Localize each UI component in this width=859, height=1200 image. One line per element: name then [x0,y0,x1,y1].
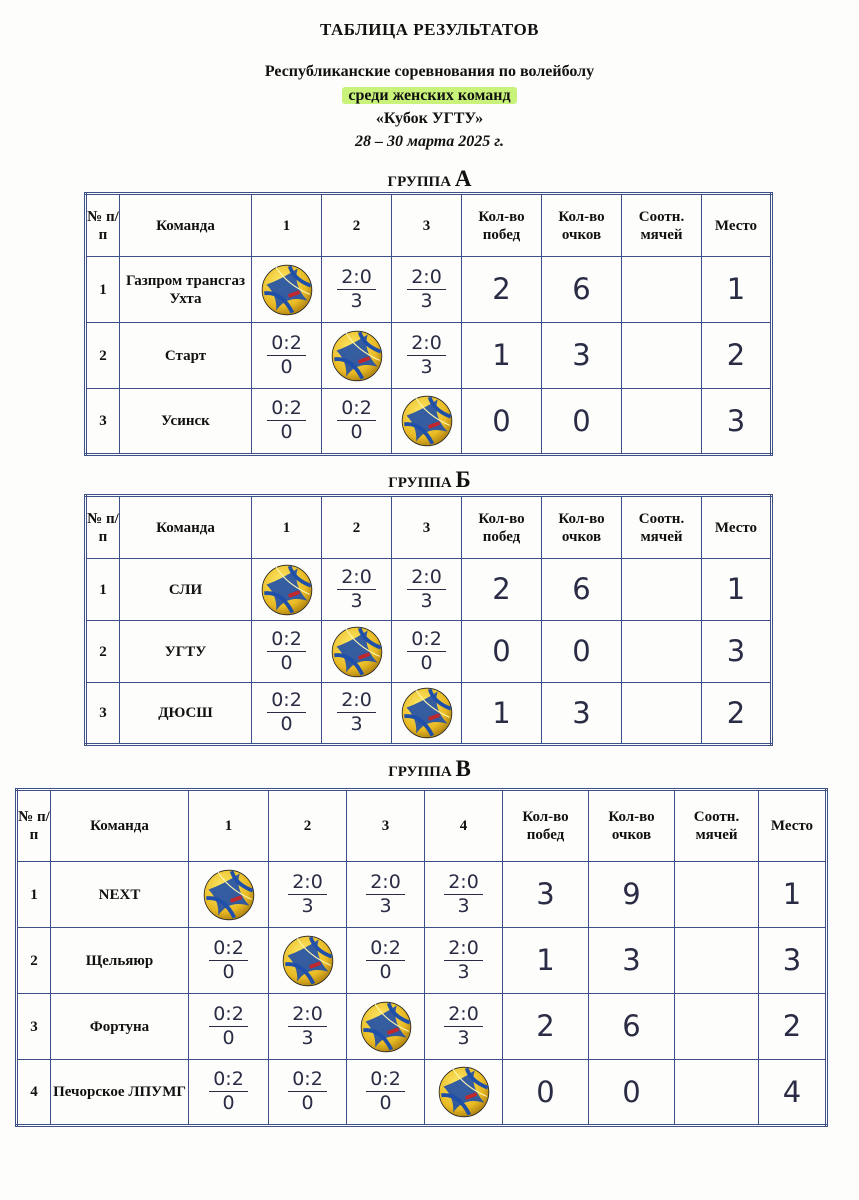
set-score: 0:2 [366,939,405,961]
place-value-text: 3 [782,943,802,978]
group-prefix: ГРУППА [388,764,456,780]
group-letter: Б [455,467,471,492]
score-fraction [267,331,306,378]
match-points: 0 [280,355,293,378]
match-result [322,559,392,621]
match-points: 0 [280,651,293,674]
team-name: СЛИ [120,559,252,621]
match-points: 3 [350,289,363,312]
score-fraction [267,627,306,674]
ratio-value [622,323,702,389]
score-fraction [407,265,446,312]
competition-category [0,87,859,105]
header-wins: Кол-во побед [462,194,542,257]
team-name: Усинск [120,389,252,455]
set-score: 2:0 [288,873,327,895]
wins-value [503,862,589,928]
header-num: № п/п [86,194,120,257]
header-place: Место [702,194,772,257]
points-value-text: 3 [572,338,591,373]
score-fraction [288,1002,327,1049]
ratio-value [622,683,702,745]
match-result [322,389,392,455]
points-value-text: 0 [572,634,591,669]
match-points: 3 [301,1026,314,1049]
place-value [702,257,772,323]
ratio-value [622,257,702,323]
ratio-value [675,1060,759,1126]
wins-value [462,257,542,323]
team-name: Фортуна [51,994,189,1060]
place-value-text: 1 [782,877,802,912]
header-ratio: Соотн. мячей [622,496,702,559]
set-score: 0:2 [366,1070,405,1092]
set-score: 2:0 [366,873,405,895]
team-name: Печорское ЛПУМГ [51,1060,189,1126]
match-points: 0 [379,960,392,983]
header-opponent: 2 [322,496,392,559]
score-fraction [337,691,376,734]
header-opponent: 1 [252,496,322,559]
group-title [0,756,859,782]
match-points: 3 [420,289,433,312]
score-fraction [444,936,483,983]
wins-value [462,323,542,389]
match-points: 3 [420,589,433,612]
set-score: 2:0 [407,268,446,290]
match-result [392,257,462,323]
header-wins: Кол-во побед [503,790,589,862]
header-num: № п/п [17,790,51,862]
place-value [702,559,772,621]
score-fraction [407,627,446,674]
match-result [347,862,425,928]
wins-value-text: 0 [492,634,511,669]
place-value [702,323,772,389]
match-points: 3 [379,894,392,917]
place-value [702,683,772,745]
ratio-value [622,621,702,683]
self-match-cell [269,928,347,994]
match-result [392,559,462,621]
wins-value-text: 2 [492,572,511,607]
set-score: 0:2 [267,691,306,713]
place-value [759,1060,827,1126]
ratio-value [622,559,702,621]
wins-value-text: 0 [536,1074,555,1109]
self-match-cell [322,621,392,683]
set-score: 0:2 [209,939,248,961]
place-value-text: 2 [726,695,746,730]
score-fraction [209,936,248,983]
points-value-text: 9 [622,877,641,912]
team-name: Щельяюр [51,928,189,994]
team-number: 1 [86,559,120,621]
place-value-text: 2 [726,338,746,373]
header-ratio: Соотн. мячей [675,790,759,862]
competition-dates: 28 – 30 марта 2025 г. [355,133,504,150]
points-value [589,928,675,994]
match-result [252,389,322,455]
match-result [189,928,269,994]
match-points: 0 [420,651,433,674]
place-value-text: 3 [726,403,746,438]
set-score: 0:2 [267,630,306,652]
volleyball-icon [400,394,454,448]
score-fraction [407,331,446,378]
team-number: 2 [86,621,120,683]
self-match-cell [189,862,269,928]
table-row [86,683,772,745]
points-value-text: 6 [622,1009,641,1044]
place-value-text: 4 [782,1074,802,1109]
match-points: 0 [350,421,363,443]
match-points: 0 [280,713,293,735]
score-fraction [337,565,376,612]
wins-value-text: 0 [492,403,511,438]
match-result [252,621,322,683]
match-result [347,928,425,994]
team-number: 2 [86,323,120,389]
team-number: 4 [17,1060,51,1126]
set-score: 2:0 [407,334,446,356]
team-number: 3 [86,389,120,455]
team-name: Старт [120,323,252,389]
self-match-cell [392,389,462,455]
volleyball-icon [330,625,384,679]
points-value [589,994,675,1060]
match-points: 0 [222,1092,235,1114]
header-place: Место [702,496,772,559]
wins-value-text: 1 [492,338,511,373]
header-opponent: 2 [322,194,392,257]
match-result [189,1060,269,1126]
set-score: 0:2 [209,1070,248,1092]
self-match-cell [252,559,322,621]
cup-name: «Кубок УГТУ» [375,110,484,127]
group-table [84,494,773,746]
points-value-text: 6 [572,272,591,307]
score-fraction [337,265,376,312]
place-value-text: 2 [782,1009,802,1044]
wins-value-text: 2 [536,1009,555,1044]
match-result [322,683,392,745]
header-points: Кол-во очков [542,496,622,559]
place-value [702,389,772,455]
set-score: 0:2 [209,1005,248,1027]
points-value [589,862,675,928]
score-fraction [444,870,483,917]
table-row [86,621,772,683]
table-row [17,862,827,928]
score-fraction [366,936,405,983]
group-prefix: ГРУППА [387,174,455,190]
team-number: 1 [86,257,120,323]
score-fraction [288,1070,327,1113]
set-score: 2:0 [444,939,483,961]
team-name: Газпром трансгаз Ухта [120,257,252,323]
match-result [269,862,347,928]
header-opponent: 3 [392,496,462,559]
group-table [84,192,773,456]
ratio-value [675,862,759,928]
match-points: 3 [457,894,470,917]
points-value [589,1060,675,1126]
place-value-text: 3 [726,634,746,669]
volleyball-icon [260,563,314,617]
points-value [542,257,622,323]
table-row [86,559,772,621]
wins-value [503,928,589,994]
match-points: 3 [457,960,470,983]
match-points: 3 [457,1026,470,1049]
set-score: 0:2 [267,334,306,356]
table-header-row [17,790,827,862]
score-fraction [337,399,376,442]
team-name: УГТУ [120,621,252,683]
header-opponent: 2 [269,790,347,862]
match-result [269,1060,347,1126]
wins-value-text: 3 [536,877,555,912]
match-points: 0 [222,960,235,983]
set-score: 2:0 [288,1005,327,1027]
place-value [702,621,772,683]
score-fraction [444,1002,483,1049]
team-name: ДЮСШ [120,683,252,745]
team-number: 3 [86,683,120,745]
volleyball-icon [330,329,384,383]
points-value-text: 6 [572,572,591,607]
wins-value-text: 2 [492,272,511,307]
header-team: Команда [120,194,252,257]
match-result [347,1060,425,1126]
table-row [86,389,772,455]
group-letter: А [454,166,472,191]
header-points: Кол-во очков [542,194,622,257]
highlighted-text: среди женских команд [342,87,516,104]
score-fraction [209,1002,248,1049]
place-value-text: 1 [726,572,746,607]
points-value [542,323,622,389]
self-match-cell [425,1060,503,1126]
ratio-value [622,389,702,455]
match-result [189,994,269,1060]
points-value-text: 0 [622,1074,641,1109]
match-points: 3 [420,355,433,378]
table-row [17,994,827,1060]
match-result [322,257,392,323]
set-score: 2:0 [444,1005,483,1027]
wins-value-text: 1 [536,943,555,978]
header-opponent: 1 [252,194,322,257]
self-match-cell [392,683,462,745]
set-score: 0:2 [337,399,376,421]
score-fraction [407,565,446,612]
match-result [425,928,503,994]
group-letter: В [455,756,471,781]
wins-value [503,1060,589,1126]
ratio-value [675,928,759,994]
header-team: Команда [120,496,252,559]
page-title: ТАБЛИЦА РЕЗУЛЬТАТОВ [319,20,540,39]
set-score: 2:0 [407,568,446,590]
table-row [86,323,772,389]
points-value-text: 3 [572,695,591,730]
set-score: 0:2 [267,399,306,421]
group-title [0,166,859,192]
wins-value [462,683,542,745]
set-score: 2:0 [444,873,483,895]
match-points: 3 [301,894,314,917]
match-points: 3 [350,589,363,612]
volleyball-icon [437,1065,491,1119]
header-wins: Кол-во побед [462,496,542,559]
group-table [15,788,828,1127]
table-row [86,257,772,323]
wins-value [462,621,542,683]
self-match-cell [322,323,392,389]
points-value [542,389,622,455]
place-value [759,862,827,928]
points-value [542,621,622,683]
team-number: 1 [17,862,51,928]
set-score: 2:0 [337,268,376,290]
wins-value-text: 1 [492,695,511,730]
competition-title: Республиканские соревнования по волейболу [264,63,595,80]
volleyball-icon [359,1000,413,1054]
place-value [759,994,827,1060]
match-points: 3 [350,713,363,735]
score-fraction [366,1070,405,1113]
points-value [542,559,622,621]
score-fraction [288,870,327,917]
match-points: 0 [301,1092,314,1114]
match-points: 0 [379,1092,392,1114]
volleyball-icon [281,934,335,988]
team-number: 3 [17,994,51,1060]
ratio-value [675,994,759,1060]
volleyball-icon [400,686,454,740]
score-fraction [209,1070,248,1113]
match-result [252,683,322,745]
wins-value [503,994,589,1060]
match-points: 0 [280,421,293,443]
group-prefix: ГРУППА [388,475,456,491]
header-opponent: 3 [392,194,462,257]
points-value-text: 3 [622,943,641,978]
volleyball-icon [202,868,256,922]
group-title [0,467,859,493]
match-result [425,994,503,1060]
match-result [269,994,347,1060]
set-score: 2:0 [337,568,376,590]
header-place: Место [759,790,827,862]
match-result [392,621,462,683]
score-fraction [267,691,306,734]
table-header-row [86,496,772,559]
place-value-text: 1 [726,272,746,307]
score-fraction [366,870,405,917]
set-score: 0:2 [407,630,446,652]
header-opponent: 4 [425,790,503,862]
header-num: № п/п [86,496,120,559]
match-result [252,323,322,389]
header-ratio: Соотн. мячей [622,194,702,257]
self-match-cell [252,257,322,323]
team-name: NEXT [51,862,189,928]
wins-value [462,389,542,455]
header-opponent: 1 [189,790,269,862]
header-opponent: 3 [347,790,425,862]
volleyball-icon [260,263,314,317]
match-result [392,323,462,389]
table-header-row [86,194,772,257]
match-result [425,862,503,928]
table-row [17,928,827,994]
wins-value [462,559,542,621]
header-points: Кол-во очков [589,790,675,862]
points-value-text: 0 [572,403,591,438]
match-points: 0 [222,1026,235,1049]
set-score: 2:0 [337,691,376,713]
table-row [17,1060,827,1126]
points-value [542,683,622,745]
header-team: Команда [51,790,189,862]
team-number: 2 [17,928,51,994]
self-match-cell [347,994,425,1060]
set-score: 0:2 [288,1070,327,1092]
place-value [759,928,827,994]
score-fraction [267,399,306,442]
